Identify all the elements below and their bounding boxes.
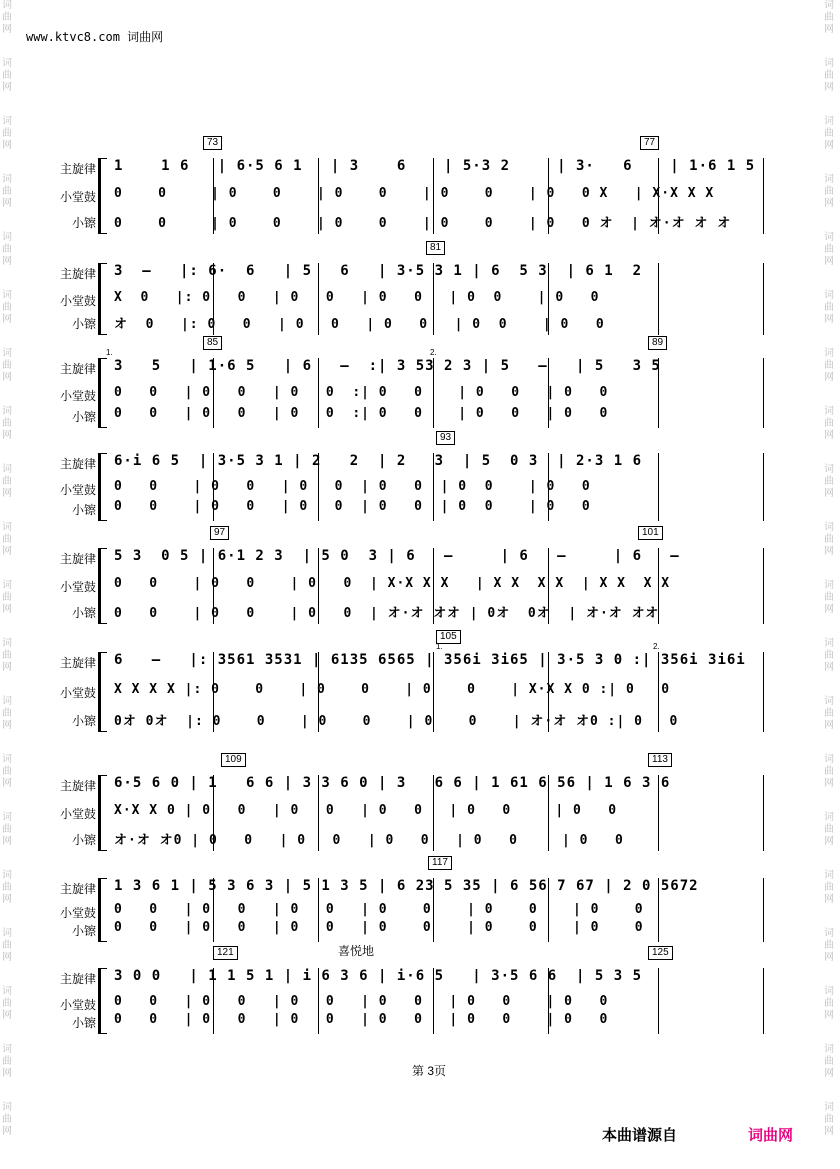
score-system <box>48 137 770 236</box>
watermark-char: 曲 <box>2 940 12 951</box>
notation-row-melody: 3 0 0 | 1 1 5 1 | i 6 3 6 | i·6 5 | 3·5 6 6 | 5 3 5 <box>114 968 643 984</box>
watermark-char: 曲 <box>2 70 12 81</box>
watermark-char: 词 <box>2 0 12 11</box>
barline-end <box>763 968 764 1034</box>
watermark-char: 网 <box>2 82 12 93</box>
watermark-group <box>2 406 16 464</box>
system-brace <box>98 158 107 234</box>
left-watermark <box>2 0 16 1169</box>
watermark-group <box>2 174 16 232</box>
watermark-char: 网 <box>2 720 12 731</box>
watermark-char: 词 <box>824 232 834 243</box>
notation-row-melody: 3 – |: 6· 6 | 5 6 | 3·5 3 1 | 6 5 3 | 6 1 2 <box>114 263 643 279</box>
watermark-char: 网 <box>824 256 834 267</box>
watermark-group <box>2 290 16 348</box>
score-system <box>48 858 770 944</box>
part-label-drum: 小堂鼓 <box>59 190 96 204</box>
watermark-char: 曲 <box>824 650 834 661</box>
barline-end <box>763 263 764 335</box>
watermark-char: 曲 <box>824 534 834 545</box>
score-system <box>48 755 770 853</box>
measure-number: 121 <box>213 946 238 960</box>
watermark-char: 曲 <box>2 186 12 197</box>
part-label-drum: 小堂鼓 <box>59 807 96 821</box>
barline <box>658 968 659 1034</box>
notation-row-melody: 6 – |: 3561 3531 | 6135 6565 | 356i 3i65 | 3·5 3 0 :| 356i 3i6i <box>114 652 746 668</box>
barline-end <box>763 652 764 732</box>
volta-marker: 2. <box>430 348 437 357</box>
watermark-char: 词 <box>2 232 12 243</box>
watermark-char: 词 <box>2 986 12 997</box>
watermark-char: 词 <box>2 638 12 649</box>
watermark-char: 网 <box>2 894 12 905</box>
watermark-char: 网 <box>2 1010 12 1021</box>
watermark-group <box>2 58 16 116</box>
watermark-char: 词 <box>2 348 12 359</box>
part-label-cymbal: 小镲 <box>71 833 96 847</box>
part-label-drum: 小堂鼓 <box>59 580 96 594</box>
watermark-group <box>824 1044 838 1102</box>
expression-marking: 喜悦地 <box>338 944 375 958</box>
notation-row-melody: 3 5 | 1·6 5 | 6 – :| 3 53 2 3 | 5 – | 5 3 5 <box>114 358 661 374</box>
watermark-char: 词 <box>824 1044 834 1055</box>
watermark-char: 网 <box>2 140 12 151</box>
watermark-char: 曲 <box>824 940 834 951</box>
part-label-cymbal: 小镲 <box>71 924 96 938</box>
measure-number: 93 <box>436 431 455 445</box>
notation-row-cymbal: オ·オ オ0 | 0 0 | 0 0 | 0 0 | 0 0 | 0 0 <box>114 833 624 848</box>
barline <box>658 453 659 521</box>
watermark-char: 网 <box>2 952 12 963</box>
watermark-char: 网 <box>824 82 834 93</box>
header-url: www.ktvc8.com 词曲网 <box>26 30 164 44</box>
watermark-group <box>824 406 838 464</box>
part-label-drum: 小堂鼓 <box>59 294 96 308</box>
watermark-char: 曲 <box>824 824 834 835</box>
part-label-drum: 小堂鼓 <box>59 906 96 920</box>
watermark-group <box>824 1102 838 1160</box>
watermark-group <box>824 348 838 406</box>
part-label-cymbal: 小镲 <box>71 606 96 620</box>
watermark-char: 词 <box>824 754 834 765</box>
part-label-melody: 主旋律 <box>59 972 96 986</box>
measure-number: 113 <box>648 753 672 767</box>
part-label-melody: 主旋律 <box>59 457 96 471</box>
watermark-group <box>824 58 838 116</box>
watermark-char: 网 <box>2 314 12 325</box>
watermark-char: 词 <box>2 754 12 765</box>
watermark-group <box>824 464 838 522</box>
watermark-group <box>2 580 16 638</box>
notation-row-cymbal: 0 0 | 0 0 | 0 0 | 0 0 | 0 0 | 0 0 <box>114 1012 609 1027</box>
watermark-char: 网 <box>824 894 834 905</box>
system-brace <box>98 263 107 335</box>
watermark-group <box>824 638 838 696</box>
right-watermark <box>824 0 838 1169</box>
watermark-char: 词 <box>824 464 834 475</box>
watermark-group <box>2 696 16 754</box>
part-label-drum: 小堂鼓 <box>59 998 96 1012</box>
watermark-char: 词 <box>824 1102 834 1113</box>
watermark-char: 词 <box>824 0 834 11</box>
barline-end <box>763 548 764 624</box>
watermark-char: 网 <box>2 836 12 847</box>
barline-end <box>763 453 764 521</box>
system-brace <box>98 775 107 851</box>
watermark-char: 网 <box>2 372 12 383</box>
notation-row-melody: 1 3 6 1 | 5 3 6 3 | 5 1 3 5 | 6 23 5 35 | 6 56 7 67 | 2 0 5672 <box>114 878 699 894</box>
watermark-char: 网 <box>2 256 12 267</box>
notation-row-melody: 5 3 0 5 | 6·1 2 3 | 5 0 3 | 6 – | 6 – | 6 – <box>114 548 680 564</box>
watermark-char: 词 <box>824 174 834 185</box>
watermark-char: 曲 <box>824 1114 834 1125</box>
part-label-melody: 主旋律 <box>59 162 96 176</box>
part-label-drum: 小堂鼓 <box>59 483 96 497</box>
part-label-drum: 小堂鼓 <box>59 389 96 403</box>
watermark-char: 词 <box>2 290 12 301</box>
watermark-group <box>2 348 16 406</box>
volta-marker: 1. <box>436 642 443 651</box>
watermark-char: 曲 <box>2 998 12 1009</box>
watermark-group <box>824 232 838 290</box>
watermark-char: 曲 <box>2 302 12 313</box>
watermark-char: 词 <box>824 928 834 939</box>
watermark-char: 曲 <box>2 476 12 487</box>
barline <box>658 263 659 335</box>
measure-number: 77 <box>640 136 659 150</box>
watermark-char: 词 <box>2 1044 12 1055</box>
watermark-char: 曲 <box>2 534 12 545</box>
watermark-group <box>824 174 838 232</box>
watermark-char: 词 <box>824 406 834 417</box>
system-brace <box>98 453 107 521</box>
watermark-char: 网 <box>824 662 834 673</box>
part-label-melody: 主旋律 <box>59 656 96 670</box>
watermark-group <box>2 232 16 290</box>
watermark-group <box>2 870 16 928</box>
watermark-char: 网 <box>2 198 12 209</box>
watermark-char: 曲 <box>824 12 834 23</box>
watermark-char: 曲 <box>2 128 12 139</box>
notation-row-cymbal: 0 0 | 0 0 | 0 0 | 0 0 | 0 0 | 0 0 <box>114 920 644 935</box>
measure-number: 97 <box>210 526 229 540</box>
notation-row-cymbal: 0 0 | 0 0 | 0 0 | オ·オ オオ | 0オ 0オ | オ·オ オオ <box>114 606 660 621</box>
measure-number: 89 <box>648 336 667 350</box>
watermark-char: 网 <box>824 720 834 731</box>
watermark-char: 曲 <box>824 128 834 139</box>
part-label-melody: 主旋律 <box>59 267 96 281</box>
watermark-char: 网 <box>824 778 834 789</box>
notation-row-drum: 0 0 | 0 0 | 0 0 :| 0 0 | 0 0 | 0 0 <box>114 385 609 400</box>
watermark-char: 词 <box>2 522 12 533</box>
notation-row-cymbal: オ 0 |: 0 0 | 0 0 | 0 0 | 0 0 | 0 0 <box>114 317 605 332</box>
barline-end <box>763 358 764 428</box>
watermark-char: 曲 <box>2 766 12 777</box>
watermark-char: 网 <box>2 778 12 789</box>
part-label-cymbal: 小镲 <box>71 714 96 728</box>
watermark-char: 网 <box>2 1068 12 1079</box>
watermark-group <box>2 986 16 1044</box>
notation-row-cymbal: 0 0 | 0 0 | 0 0 :| 0 0 | 0 0 | 0 0 <box>114 406 609 421</box>
notation-row-drum: X 0 |: 0 0 | 0 0 | 0 0 | 0 0 | 0 0 <box>114 290 600 305</box>
watermark-char: 词 <box>824 58 834 69</box>
part-label-cymbal: 小镲 <box>71 1016 96 1030</box>
watermark-group <box>2 638 16 696</box>
watermark-char: 网 <box>824 546 834 557</box>
watermark-group <box>2 464 16 522</box>
measure-number: 117 <box>428 856 452 870</box>
score-system <box>48 632 770 734</box>
watermark-group <box>2 754 16 812</box>
watermark-char: 词 <box>2 870 12 881</box>
part-label-cymbal: 小镲 <box>71 410 96 424</box>
watermark-char: 词 <box>2 406 12 417</box>
watermark-char: 词 <box>824 116 834 127</box>
source-label: 本曲谱源自 <box>602 1127 678 1144</box>
watermark-char: 网 <box>2 546 12 557</box>
watermark-char: 词 <box>2 174 12 185</box>
score-system <box>48 432 770 523</box>
watermark-char: 网 <box>2 1126 12 1137</box>
watermark-char: 网 <box>2 488 12 499</box>
watermark-char: 网 <box>824 1010 834 1021</box>
watermark-char: 网 <box>2 430 12 441</box>
watermark-char: 词 <box>824 522 834 533</box>
watermark-group <box>2 522 16 580</box>
watermark-char: 词 <box>824 580 834 591</box>
watermark-char: 词 <box>824 870 834 881</box>
watermark-char: 网 <box>824 24 834 35</box>
score-system <box>48 944 770 1036</box>
watermark-char: 曲 <box>824 70 834 81</box>
watermark-char: 曲 <box>824 882 834 893</box>
notation-row-melody: 6·5 6 0 | 1 6 6 | 3 3 6 0 | 3 6 6 | 1 61 6 56 | 1 6 3 6 <box>114 775 671 791</box>
score-system <box>48 242 770 337</box>
system-brace <box>98 878 107 942</box>
score-system <box>48 527 770 626</box>
watermark-char: 曲 <box>2 12 12 23</box>
watermark-char: 词 <box>824 696 834 707</box>
measure-number: 125 <box>648 946 673 960</box>
watermark-char: 曲 <box>2 1056 12 1067</box>
watermark-char: 词 <box>2 116 12 127</box>
system-brace <box>98 652 107 732</box>
measure-number: 109 <box>221 753 246 767</box>
watermark-char: 曲 <box>824 1056 834 1067</box>
watermark-char: 词 <box>2 928 12 939</box>
watermark-char: 词 <box>2 1102 12 1113</box>
notation-row-drum: 0 0 | 0 0 | 0 0 | 0 0 | 0 0 | 0 0 <box>114 994 609 1009</box>
measure-number: 105 <box>436 630 461 644</box>
part-label-cymbal: 小镲 <box>71 317 96 331</box>
watermark-char: 网 <box>824 836 834 847</box>
watermark-char: 曲 <box>2 882 12 893</box>
watermark-char: 曲 <box>824 186 834 197</box>
watermark-char: 曲 <box>2 1114 12 1125</box>
watermark-char: 词 <box>2 580 12 591</box>
watermark-char: 网 <box>824 1068 834 1079</box>
part-label-cymbal: 小镲 <box>71 503 96 517</box>
watermark-char: 网 <box>824 140 834 151</box>
watermark-char: 词 <box>2 812 12 823</box>
watermark-char: 曲 <box>2 708 12 719</box>
volta-marker: 2. <box>653 642 660 651</box>
notation-row-drum: 0 0 | 0 0 | 0 0 | 0 0 | 0 0 X | X·X X X <box>114 186 715 201</box>
volta-marker: 1. <box>106 348 113 357</box>
watermark-group <box>2 1102 16 1160</box>
notation-row-cymbal: 0 0 | 0 0 | 0 0 | 0 0 | 0 0 | 0 0 <box>114 499 591 514</box>
watermark-char: 曲 <box>2 650 12 661</box>
watermark-group <box>2 116 16 174</box>
watermark-char: 词 <box>824 290 834 301</box>
part-label-melody: 主旋律 <box>59 552 96 566</box>
watermark-group <box>2 928 16 986</box>
barline-end <box>763 775 764 851</box>
measure-number: 101 <box>638 526 663 540</box>
watermark-char: 网 <box>2 24 12 35</box>
watermark-group <box>824 290 838 348</box>
watermark-char: 曲 <box>2 360 12 371</box>
notation-row-cymbal: 0 0 | 0 0 | 0 0 | 0 0 | 0 0 オ | オ·オ オ オ <box>114 216 732 231</box>
part-label-melody: 主旋律 <box>59 779 96 793</box>
page-number: 第 3页 <box>412 1064 447 1078</box>
watermark-group <box>824 696 838 754</box>
watermark-char: 网 <box>824 1126 834 1137</box>
part-label-melody: 主旋律 <box>59 362 96 376</box>
watermark-char: 网 <box>824 314 834 325</box>
notation-row-melody: 1 1 6 | 6·5 6 1 | 3 6 | 5·3 2 | 3· 6 | 1·6 1 5 <box>114 158 756 174</box>
watermark-char: 曲 <box>2 592 12 603</box>
watermark-char: 曲 <box>824 998 834 1009</box>
measure-number: 81 <box>426 241 445 255</box>
watermark-char: 曲 <box>824 360 834 371</box>
watermark-group <box>824 986 838 1044</box>
measure-number: 85 <box>203 336 222 350</box>
watermark-group <box>824 928 838 986</box>
watermark-char: 曲 <box>824 476 834 487</box>
watermark-char: 词 <box>824 986 834 997</box>
source-site-link[interactable]: 词曲网 <box>748 1127 794 1144</box>
watermark-char: 网 <box>824 488 834 499</box>
watermark-char: 曲 <box>2 418 12 429</box>
watermark-char: 曲 <box>2 244 12 255</box>
watermark-char: 网 <box>824 604 834 615</box>
watermark-char: 网 <box>824 952 834 963</box>
watermark-group <box>2 1044 16 1102</box>
watermark-group <box>824 870 838 928</box>
watermark-char: 曲 <box>824 302 834 313</box>
system-brace <box>98 548 107 624</box>
watermark-group <box>824 522 838 580</box>
watermark-char: 曲 <box>2 824 12 835</box>
notation-row-drum: 0 0 | 0 0 | 0 0 | 0 0 | 0 0 | 0 0 <box>114 479 591 494</box>
notation-row-drum: X X X X |: 0 0 | 0 0 | 0 0 | X·X X 0 :| 0 0 <box>114 682 671 697</box>
notation-row-drum: 0 0 | 0 0 | 0 0 | 0 0 | 0 0 | 0 0 <box>114 902 644 917</box>
watermark-group <box>824 116 838 174</box>
watermark-char: 词 <box>2 696 12 707</box>
watermark-char: 词 <box>824 812 834 823</box>
watermark-char: 网 <box>2 662 12 673</box>
watermark-group <box>824 580 838 638</box>
watermark-group <box>2 812 16 870</box>
part-label-cymbal: 小镲 <box>71 216 96 230</box>
watermark-char: 网 <box>824 430 834 441</box>
system-brace <box>98 358 107 428</box>
notation-row-melody: 6·i 6 5 | 3·5 3 1 | 2 2 | 2 3 | 5 0 3 | 2·3 1 6 <box>114 453 643 469</box>
measure-number: 73 <box>203 136 222 150</box>
part-label-drum: 小堂鼓 <box>59 686 96 700</box>
watermark-char: 曲 <box>824 244 834 255</box>
score-system <box>48 337 770 430</box>
barline-end <box>763 158 764 234</box>
system-brace <box>98 968 107 1034</box>
watermark-group <box>2 0 16 58</box>
notation-row-drum: 0 0 | 0 0 | 0 0 | X·X X X | X X X X | X X X X <box>114 576 671 591</box>
watermark-char: 词 <box>824 638 834 649</box>
watermark-char: 曲 <box>824 708 834 719</box>
watermark-group <box>824 754 838 812</box>
watermark-char: 网 <box>2 604 12 615</box>
watermark-char: 曲 <box>824 592 834 603</box>
part-label-melody: 主旋律 <box>59 882 96 896</box>
watermark-group <box>824 812 838 870</box>
watermark-char: 网 <box>824 372 834 383</box>
watermark-char: 曲 <box>824 418 834 429</box>
watermark-char: 词 <box>824 348 834 359</box>
notation-row-drum: X·X X 0 | 0 0 | 0 0 | 0 0 | 0 0 | 0 0 <box>114 803 618 818</box>
notation-row-cymbal: 0オ 0オ |: 0 0 | 0 0 | 0 0 | オ·オ オ0 :| 0 0 <box>114 714 679 729</box>
watermark-group <box>824 0 838 58</box>
watermark-char: 词 <box>2 464 12 475</box>
barline-end <box>763 878 764 942</box>
watermark-char: 网 <box>824 198 834 209</box>
watermark-char: 曲 <box>824 766 834 777</box>
watermark-char: 词 <box>2 58 12 69</box>
